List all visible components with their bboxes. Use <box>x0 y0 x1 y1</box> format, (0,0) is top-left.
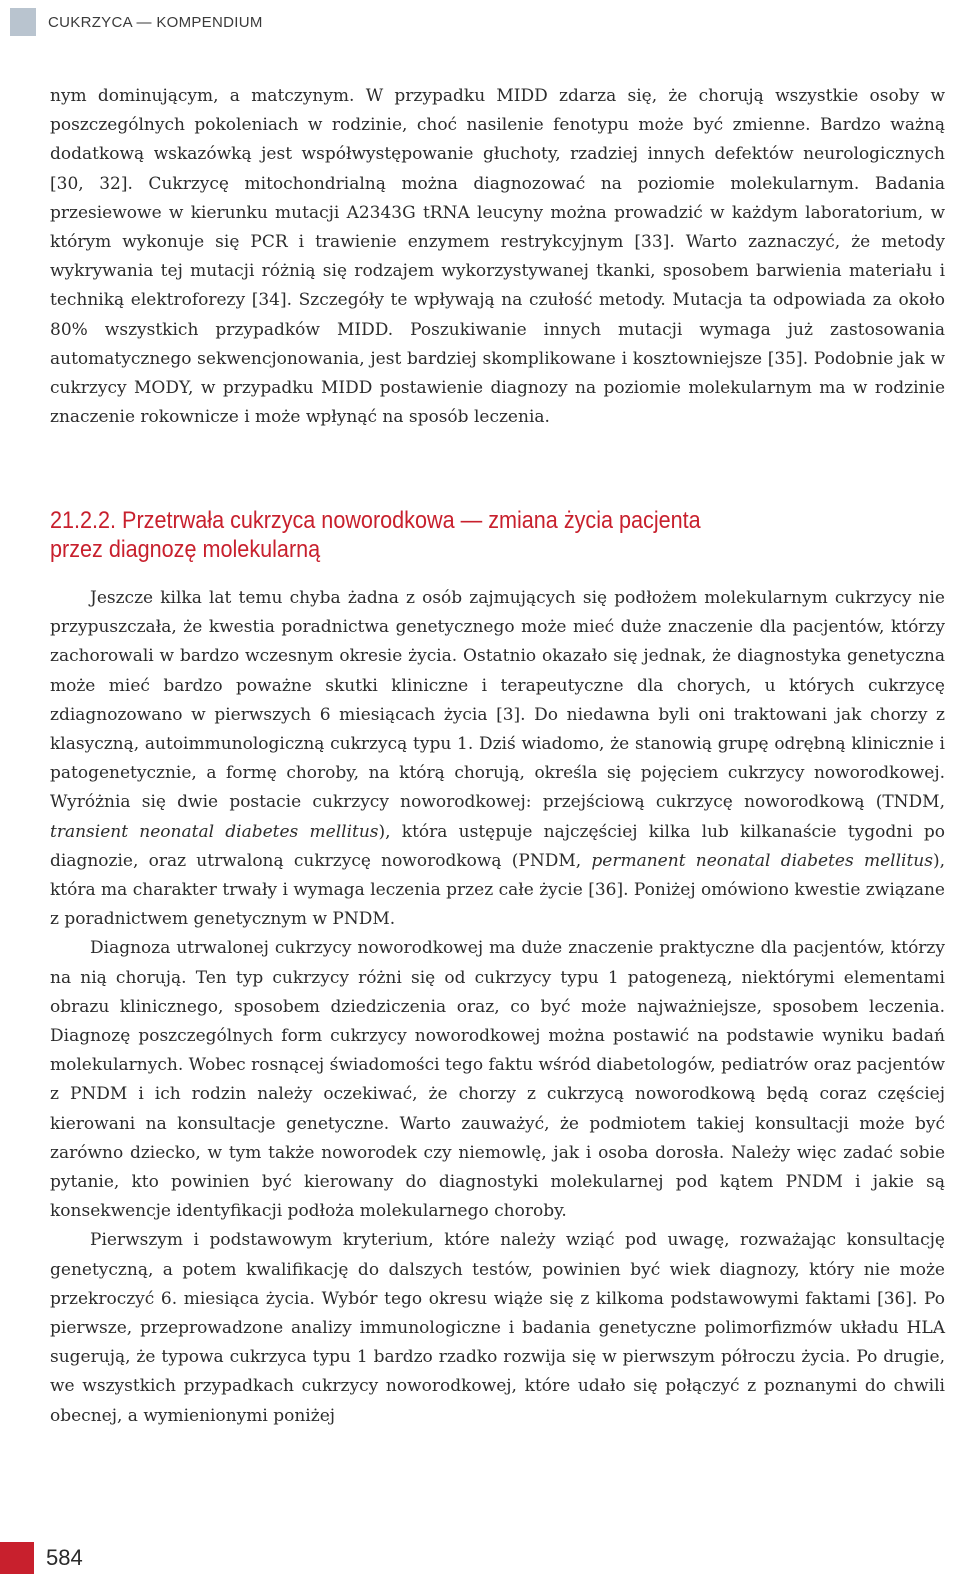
body-paragraph-2: Diagnoza utrwalonej cukrzycy noworodkowej ma duże znaczenie praktyczne dla pacjentów, którzy na nią chorują. Ten typ cukrzycy różni się od cukrzycy typu 1 patogenezą, niektórymi elementami obrazu klinicznego, sposobem dziedziczenia oraz, co być może najważniejsze, sposobem leczenia. Diagnozę poszczególnych form cukrzycy noworodkowej można postawić na podstawie wyniku badań molekularnych. Wobec rosnącej świadomości tego faktu wśród diabetologów, pediatrów oraz pacjentów z PNDM i ich rodzin należy oczekiwać, że chorzy z cukrzycą noworodkową będą coraz częściej kierowani na konsultacje genetyczne. Warto zauważyć, że podmiotem takiej konsultacji może być zarówno dziecko, w tym także noworodek czy niemowlę, jak i osoba dorosła. Należy więc zadać sobie pytanie, kto powinien być kierowany do diagnostyki molekularnej pod kątem PNDM i jakie są konsekwencje identyfikacji podłoża molekularnego choroby. <box>50 938 945 1222</box>
intro-paragraph: nym dominującym, a matczynym. W przypadku MIDD zdarza się, że chorują wszystkie osoby w poszczególnych pokoleniach w rodzinie, choć nasilenie fenotypu może być zmienne. Bardzo ważną dodatkową wskazówką jest współwystępowanie głuchoty, rzadziej innych defektów neurologicznych [30, 32]. Cukrzycę mitochondrialną można diagnozować na poziomie molekularnym. Badania przesiewowe w kierunku mutacji A2343G tRNA leucyny można prowadzić w każdym laboratorium, w którym wykonuje się PCR i trawienie enzymem restrykcyjnym [33]. Warto zaznaczyć, że metody wykrywania tej mutacji różnią się rodzajem wykorzystywanej tkanki, sposobem barwienia materiału i techniką elektroforezy [34]. Szczegóły te wpływają na czułość metody. Mutacja ta odpowiada za około 80% wszystkich przypadków MIDD. Poszukiwanie innych mutacji wymaga już zastosowania automatycznego sekwencjonowania, jest bardziej skomplikowane i kosztowniejsze [35]. Podobnie jak w cukrzycy MODY, w przypadku MIDD postawienie diagnozy na poziomie molekularnym ma w rodzinie znaczenie rokownicze i może wpłynąć na sposób leczenia. <box>50 86 945 428</box>
body-paragraph-3: Pierwszym i podstawowym kryterium, które należy wziąć pod uwagę, rozważając konsultację genetyczną, a potem kwalifikację do dalszych testów, powinien być wiek diagnozy, który nie może przekroczyć 6. miesiąca życia. Wybór tego okresu wiąże się z kilkoma podstawowymi faktami [36]. Po pierwsze, przeprowadzone analizy immunologiczne i badania genetyczne polimorfizmów układu HLA sugerują, że typowa cukrzyca typu 1 bardzo rzadko rozwija się w pierwszym półroczu życia. Po drugie, we wszystkich przypadkach cukrzycy noworodkowej, które udało się połączyć z poznanymi do chwili obecnej, a wymienionymi poniżej <box>50 1230 945 1426</box>
paragraph-1-text-b: ), która ustępuje najczęściej kilka lub kilkanaście tygodni po diagnozie, oraz utrwaloną cukrzycę noworodkową (PNDM, <box>50 821 945 871</box>
section-body <box>50 584 945 1431</box>
page-number: 584 <box>46 1545 83 1570</box>
paragraph-1-text-c: ), która ma charakter trwały i wymaga leczenia przez całe życie [36]. Poniżej omówiono kwestie związane z poradnictwem genetycznym w PNDM. <box>50 850 945 930</box>
paragraph-1-text-a: Jeszcze kilka lat temu chyba żadna z osób zajmujących się podłożem molekularnym cukrzycy nie przypuszczała, że kwestia poradnictwa genetycznego może mieć duże znaczenie dla pacjentów, którzy zachorowali w bardzo wczesnym okresie życia. Ostatnio okazało się jednak, że diagnostyka genetyczna może mieć bardzo poważne skutki kliniczne i terapeutyczne dla chorych, u których cukrzycę zdiagnozowano w pierwszych 6 miesiącach życia [3]. Do niedawna byli oni traktowani jak chorzy z klasyczną, autoimmunologiczną cukrzycą typu 1. Dziś wiadomo, że stanowią grupę odrębną klinicznie i patogenetycznie, a formę choroby, na którą chorują, określa się pojęciem cukrzycy noworodkowej. Wyróżnia się dwie postacie cukrzycy noworodkowej: przejściową cukrzycę noworodkową (TNDM, <box>50 588 945 813</box>
running-title: CUKRZYCA — KOMPENDIUM <box>48 13 263 31</box>
term-tndm-italic: transient neonatal diabetes mellitus <box>50 821 379 842</box>
body-paragraph-1 <box>50 584 945 934</box>
section-heading-line-2: przez diagnozę molekularną <box>50 536 321 563</box>
section-heading <box>50 506 910 564</box>
term-pndm-italic: permanent neonatal diabetes mellitus <box>591 850 933 871</box>
page-footer <box>0 1542 83 1574</box>
header-color-bar <box>10 8 36 36</box>
section-heading-line-1: 21.2.2. Przetrwała cukrzyca noworodkowa — zmiana życia pacjenta <box>50 507 701 534</box>
running-header <box>10 8 263 36</box>
footer-red-square <box>0 1542 34 1574</box>
intro-paragraph-block <box>50 82 945 432</box>
